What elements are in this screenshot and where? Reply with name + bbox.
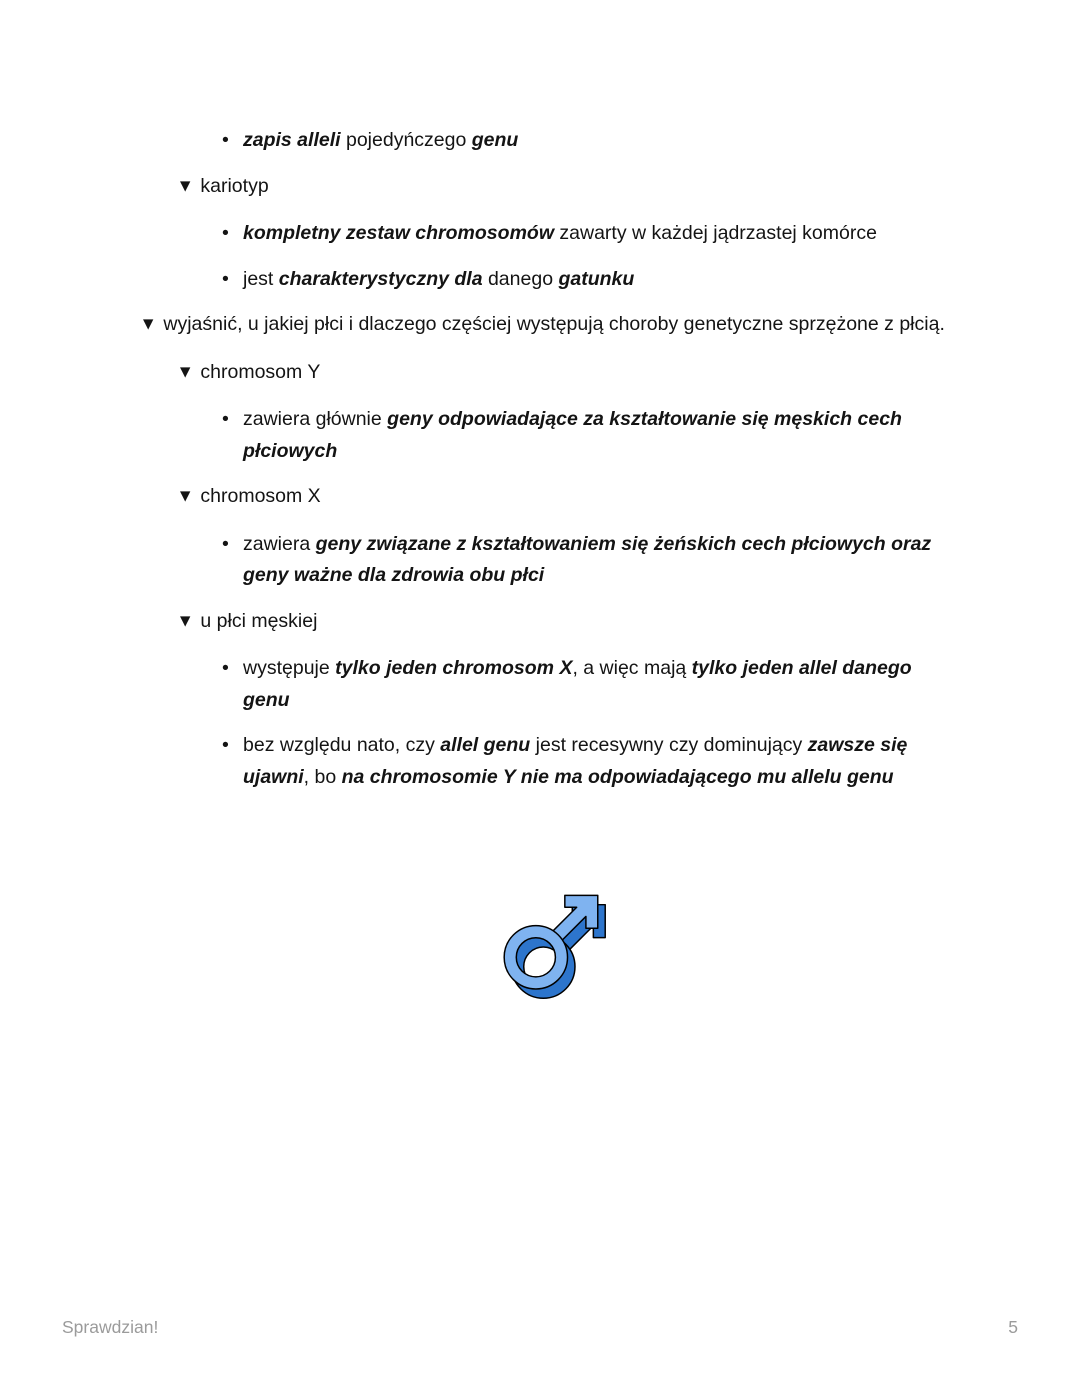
bullet-icon: • [222,222,229,244]
bullet-icon: • [222,267,229,290]
item-text: zawiera głównie geny odpowiadające za kształtowanie się męskich cech płciowych [243,408,902,462]
toggle-icon: ▼ [143,316,154,332]
toggle-icon: ▼ [180,363,191,380]
footer-title: Sprawdzian! [62,1317,159,1337]
item-text: zapis alleli pojedyńczego genu [243,129,519,151]
item-text: jest charakterystyczny dla danego gatunku [243,267,635,290]
bullet-item [0,218,945,250]
bullet-icon: • [222,532,229,555]
item-text: bez względu nato, czy allel genu jest recesywny czy dominujący zawsze się ujawni, bo na chromosomie Y nie ma odpowiadającego mu allelu genu [243,734,908,788]
male-symbol-figure [497,866,625,1002]
toggle-item [0,606,945,640]
bullet-item [0,529,945,592]
item-text: wyjaśnić, u jakiej płci i dlaczego częściej występują choroby genetyczne sprzężone z płcią. [163,313,945,335]
item-text: występuje tylko jeden chromosom X, a więc mają tylko jeden allel danego genu [243,657,912,711]
bullet-icon: • [222,657,229,679]
item-text: kompletny zestaw chromosomów zawarty w każdej jądrzastej komórce [243,222,877,244]
bullet-item [0,653,945,716]
toggle-item [0,481,945,515]
item-text: u płci męskiej [200,609,318,632]
bullet-icon: • [222,734,229,756]
bullet-item [0,264,945,296]
bullet-icon: • [222,129,229,151]
document-page [0,125,945,807]
item-text: kariotyp [200,174,269,197]
bullet-icon: • [222,408,229,430]
toggle-item [0,309,945,343]
toggle-icon: ▼ [180,488,191,504]
toggle-item [0,357,945,391]
bullet-item [0,125,945,157]
toggle-icon: ▼ [180,612,191,629]
page-number: 5 [1008,1317,1018,1337]
toggle-icon: ▼ [180,177,191,194]
item-text: zawiera geny związane z kształtowaniem się żeńskich cech płciowych oraz geny ważne dla zdrowia obu płci [243,532,932,586]
toggle-item [0,171,945,205]
item-text: chromosom X [200,485,321,507]
page-footer [62,1316,1018,1338]
item-text: chromosom Y [200,360,321,383]
bullet-item [0,730,945,793]
content-list [0,125,945,793]
bullet-item [0,404,945,467]
male-symbol-image [497,866,625,1002]
